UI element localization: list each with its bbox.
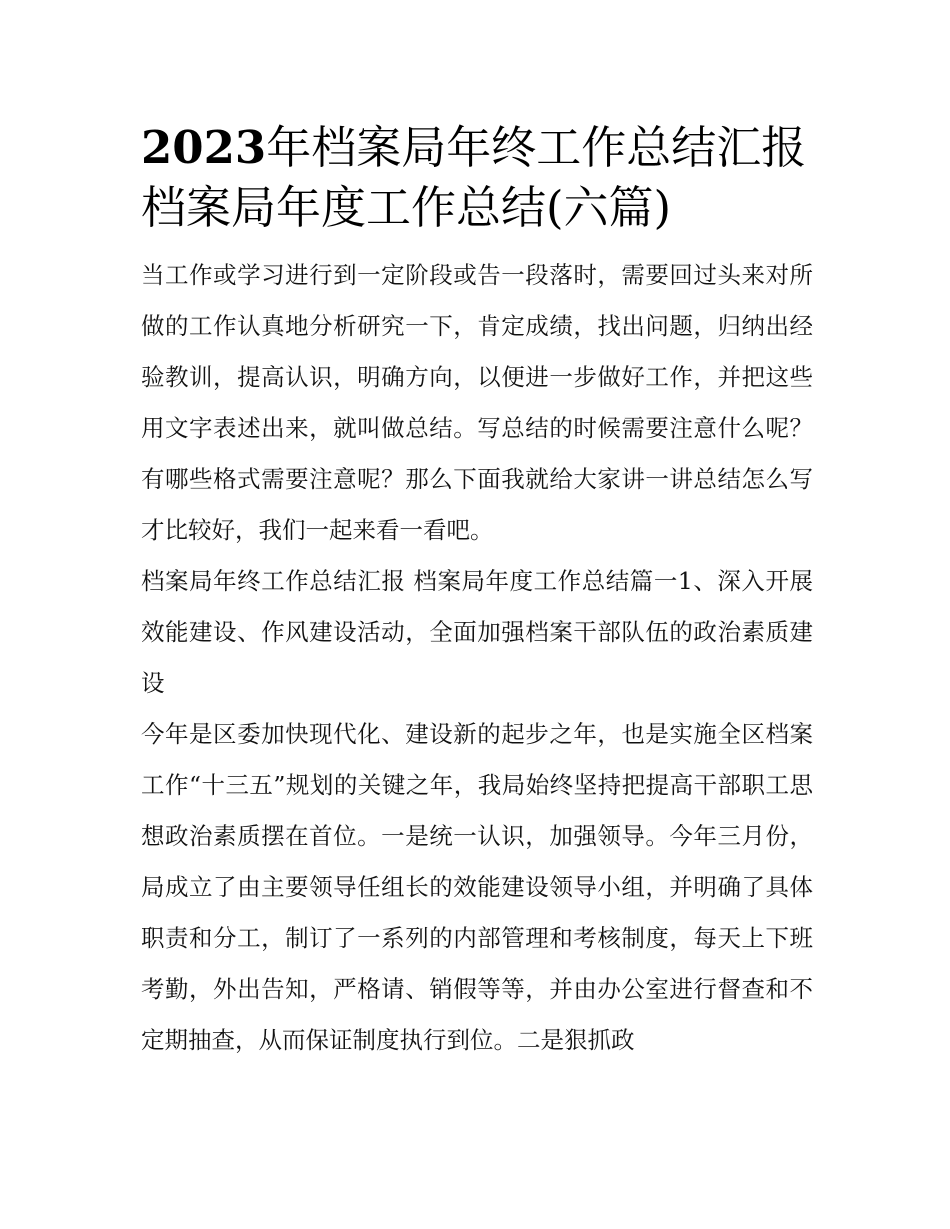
title-year: 2023: [141, 121, 267, 174]
intro-paragraph: 当工作或学习进行到一定阶段或告一段落时，需要回过头来对所做的工作认真地分析研究一下，肯定成绩，找出问题，归纳出经验教训，提高认识，明确方向，以便进一步做好工作，并把这些用文字表述出来，就叫做总结。写总结的时候需要注意什么呢？有哪些格式需要注意呢？那么下面我就给大家讲一讲总结怎么写才比较好，我们一起来看一看吧。: [141, 261, 813, 544]
title-text: 年档案局年终工作总结汇报 档案局年度工作总结(六篇): [141, 121, 807, 234]
document-body: [141, 118, 813, 1066]
section-heading-paragraph: 档案局年终工作总结汇报 档案局年度工作总结篇一1、深入开展效能建设、作风建设活动，全面加强档案干部队伍的政治素质建设: [141, 567, 813, 697]
body-paragraph: 今年是区委加快现代化、建设新的起步之年，也是实施全区档案工作“十三五”规划的关键之年，我局始终坚持把提高干部职工思想政治素质摆在首位。一是统一认识，加强领导。今年三月份，局成立了由主要领导任组长的效能建设领导小组，并明确了具体职责和分工，制订了一系列的内部管理和考核制度，每天上下班考勤，外出告知，严格请、销假等等，并由办公室进行督查和不定期抽查，从而保证制度执行到位。二是狠抓政: [141, 720, 813, 1054]
document-title: [141, 118, 813, 238]
